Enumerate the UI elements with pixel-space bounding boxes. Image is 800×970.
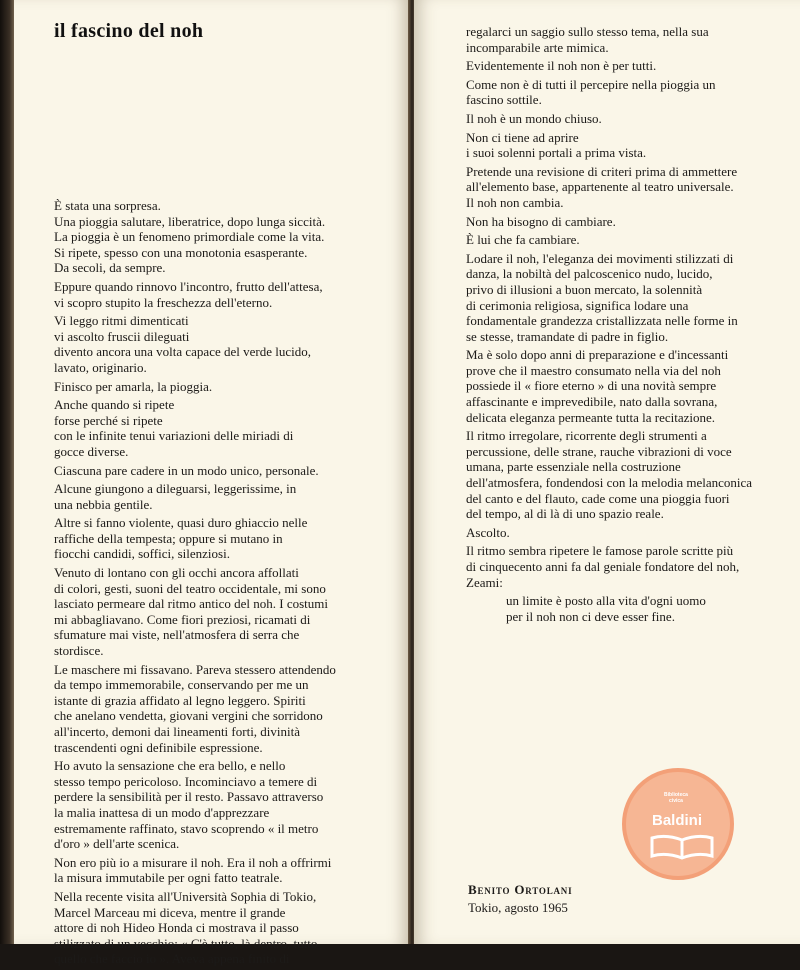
text-line: gocce diverse.	[54, 443, 129, 459]
text-line: Anche quando si ripete	[54, 397, 175, 413]
text-line: mi abbagliavano. Come fiori preziosi, ricamati di	[54, 611, 311, 627]
author-name: Benito Ortolani	[468, 882, 573, 897]
text-line: stordisce.	[54, 643, 104, 659]
text-line: Ascolto.	[466, 524, 510, 540]
text-line: Pretende una revisione di criteri prima di ammettere	[466, 163, 738, 179]
text-line: raffiche della tempesta; oppure si mutano in	[54, 530, 283, 546]
paragraph	[54, 515, 390, 562]
text-line: Alcune giungono a dileguarsi, leggerissime, in	[54, 481, 297, 497]
paragraph	[54, 662, 390, 756]
text-line: Venuto di lontano con gli occhi ancora affollati	[54, 565, 299, 581]
paragraph	[466, 77, 788, 108]
text-line: danza, la nobiltà del palcoscenico nudo, lucido,	[466, 266, 713, 282]
text-line: Non ci tiene ad aprire	[466, 129, 579, 145]
page-title: il fascino del noh	[54, 20, 204, 42]
text-line: Non ero più io a misurare il noh. Era il noh a offrirmi	[54, 854, 332, 870]
quoted-verse	[506, 593, 788, 624]
text-line: attore di noh Hideo Honda ci mostrava il passo	[54, 920, 299, 936]
text-line: se stesse, tramandate di padre in figlio.	[466, 328, 669, 344]
text-line: all'elemento base, appartenente al teatro universale.	[466, 179, 734, 195]
stamp-word: Baldini	[652, 812, 703, 829]
paragraph	[54, 565, 390, 659]
text-line: Marcel Marceau mi diceva, mentre il grande	[54, 904, 286, 920]
text-line: Il ritmo irregolare, ricorrente degli strumenti a	[466, 428, 707, 444]
text-line: d'oro » dell'arte scenica.	[54, 836, 180, 852]
text-line: percussione, delle strane, rauche vibrazioni di voce	[466, 443, 732, 459]
right-body-text	[466, 24, 788, 624]
text-line: estremamente raffinato, stavo scoprendo « il metro	[54, 820, 319, 836]
paragraph	[466, 130, 788, 161]
text-line: Non ha bisogno di cambiare.	[466, 213, 616, 229]
text-line: Il noh è un mondo chiuso.	[466, 110, 602, 126]
text-line: lasciato permeare dal ritmo antico del noh. I costumi	[54, 596, 328, 612]
text-line: Da secoli, da sempre.	[54, 260, 166, 276]
library-stamp	[622, 768, 734, 880]
text-line: fondamentale grandezza cristallizzata nelle forme in	[466, 313, 738, 329]
paragraph	[466, 164, 788, 211]
paragraph	[466, 232, 788, 248]
text-line: Ciascuna pare cadere in un modo unico, personale.	[54, 462, 319, 478]
text-line: Eppure quando rinnovo l'incontro, frutto dell'attesa,	[54, 278, 323, 294]
text-line: La pioggia è un fenomeno primordiale come la vita.	[54, 229, 325, 245]
text-line: Finisco per amarla, la pioggia.	[54, 378, 213, 394]
text-line: Si ripete, spesso con una monotonia esasperante.	[54, 244, 308, 260]
text-line: all'incerto, demoni dai lineamenti forti, divinità	[54, 724, 301, 739]
text-line: Evidentemente il noh non è per tutti.	[466, 58, 657, 74]
text-line: fiocchi candidi, soffici, silenziosi.	[54, 546, 230, 562]
text-line: che anelano vendetta, giovani vergini che sorridono	[54, 708, 323, 724]
text-line: delicata eleganza permeante tutta la recitazione.	[466, 409, 716, 425]
text-line: Il noh non cambia.	[466, 194, 564, 210]
left-body-text	[54, 198, 390, 970]
text-line: da tempo immemorabile, conservando per me un	[54, 677, 309, 693]
paragraph	[466, 347, 788, 425]
text-line: Una pioggia salutare, liberatrice, dopo lunga siccità.	[54, 213, 326, 229]
text-line: Vi leggo ritmi dimenticati	[54, 313, 189, 329]
text-line: prove che il maestro consumato nella via del noh	[466, 362, 721, 378]
text-line: Zeami:	[466, 574, 503, 590]
paragraph	[54, 379, 390, 395]
text-line: la misura immutabile per ogni fatto teatrale.	[54, 870, 283, 886]
text-line: di cinquecento anni fa dal geniale fondatore del noh,	[466, 559, 740, 574]
paragraph	[466, 58, 788, 74]
text-line: umana, parte essenziale nella costruzione	[466, 459, 681, 475]
text-line: di cerimonia religiosa, significa lodare una	[466, 297, 689, 313]
paragraph	[54, 397, 390, 459]
text-line: la malia inattesa di un modo d'apprezzare	[54, 804, 270, 820]
paragraph	[54, 889, 390, 967]
text-line: fascino sottile.	[466, 92, 542, 108]
place-date: Tokio, agosto 1965	[468, 900, 568, 915]
text-line: con le infinite tenui variazioni delle miriadi di	[54, 428, 294, 444]
paragraph	[54, 758, 390, 852]
text-line: Le maschere mi fissavano. Pareva stessero attendendo	[54, 661, 336, 677]
verse-line: un limite è posto alla vita d'ogni uomo	[506, 593, 706, 609]
text-line: Ma è solo dopo anni di preparazione e d'incessanti	[466, 347, 729, 363]
paragraph	[466, 251, 788, 345]
text-line: sfumature mai viste, nell'atmosfera di serra che	[54, 627, 300, 643]
paragraph	[54, 481, 390, 512]
text-line: stilizzato di un vecchio: « C'è tutto, là dentro, tutto	[54, 935, 318, 951]
text-line: vi scopro stupito la freschezza dell'eterno.	[54, 294, 273, 310]
paragraph	[466, 24, 788, 55]
right-page	[414, 0, 800, 944]
paragraph	[466, 525, 788, 541]
paragraph	[466, 428, 788, 522]
text-line: perdere la sensibilità per il resto. Passavo attraverso	[54, 789, 324, 805]
text-line: privo di illusioni a buon mercato, la solennità	[466, 281, 703, 297]
text-line: istante di grazia affidato al legno leggero. Spiriti	[54, 692, 306, 708]
stamp-small-text: Biblioteca civica	[664, 792, 688, 804]
text-line: di colori, gesti, suoni del teatro occidentale, mi sono	[54, 580, 326, 596]
left-page	[14, 0, 410, 967]
paragraph	[466, 543, 788, 590]
book-icon	[648, 832, 716, 860]
text-line: dell'atmosfera, fondendosi con la melodia melanconica	[466, 475, 753, 491]
text-line: affascinante e imprevedibile, nato dalla sovrana,	[466, 394, 718, 410]
text-line: Nella recente visita all'Università Sophia di Tokio,	[54, 888, 317, 904]
text-line: possiede il « fiore eterno » di una novità sempre	[466, 378, 717, 394]
text-line: del canto e del flauto, cade come una pioggia fuori	[466, 490, 730, 506]
verse-line: per il noh non ci deve esser fine.	[506, 608, 675, 624]
text-line: Altre si fanno violente, quasi duro ghiaccio nelle	[54, 515, 308, 531]
text-line: trascendenti ogni definibile espressione.	[54, 739, 263, 755]
paragraph	[54, 198, 390, 276]
signature-block	[468, 881, 572, 917]
paragraph	[54, 855, 390, 886]
text-line: È lui che fa cambiare.	[466, 232, 580, 248]
text-line: quello che faccio io ». Aveva appena finito di	[54, 951, 290, 967]
text-line: divento ancora una volta capace del verde lucido,	[54, 344, 311, 360]
paragraph	[54, 279, 390, 310]
text-line: stesso tempo pericoloso. Incominciavo a temere di	[54, 773, 318, 789]
paragraph	[54, 313, 390, 375]
text-line: regalarci un saggio sullo stesso tema, nella sua	[466, 24, 709, 39]
paragraph	[466, 111, 788, 127]
text-line: Lodare il noh, l'eleganza dei movimenti stilizzati di	[466, 250, 734, 266]
text-line: È stata una sorpresa.	[54, 198, 161, 213]
text-line: forse perché si ripete	[54, 412, 163, 428]
text-line: vi ascolto fruscii dileguati	[54, 328, 190, 344]
text-line: i suoi solenni portali a prima vista.	[466, 145, 647, 161]
text-line: Ho avuto la sensazione che era bello, e nello	[54, 758, 286, 774]
text-line: del tempo, al di là di uno spazio reale.	[466, 506, 664, 522]
paragraph	[466, 214, 788, 230]
text-line: Il ritmo sembra ripetere le famose parole scritte più	[466, 543, 734, 559]
text-line: lavato, originario.	[54, 359, 147, 375]
text-line: una nebbia gentile.	[54, 496, 153, 512]
text-line: incomparabile arte mimica.	[466, 39, 609, 55]
paragraph	[54, 463, 390, 479]
text-line: Come non è di tutti il percepire nella pioggia un	[466, 76, 716, 92]
